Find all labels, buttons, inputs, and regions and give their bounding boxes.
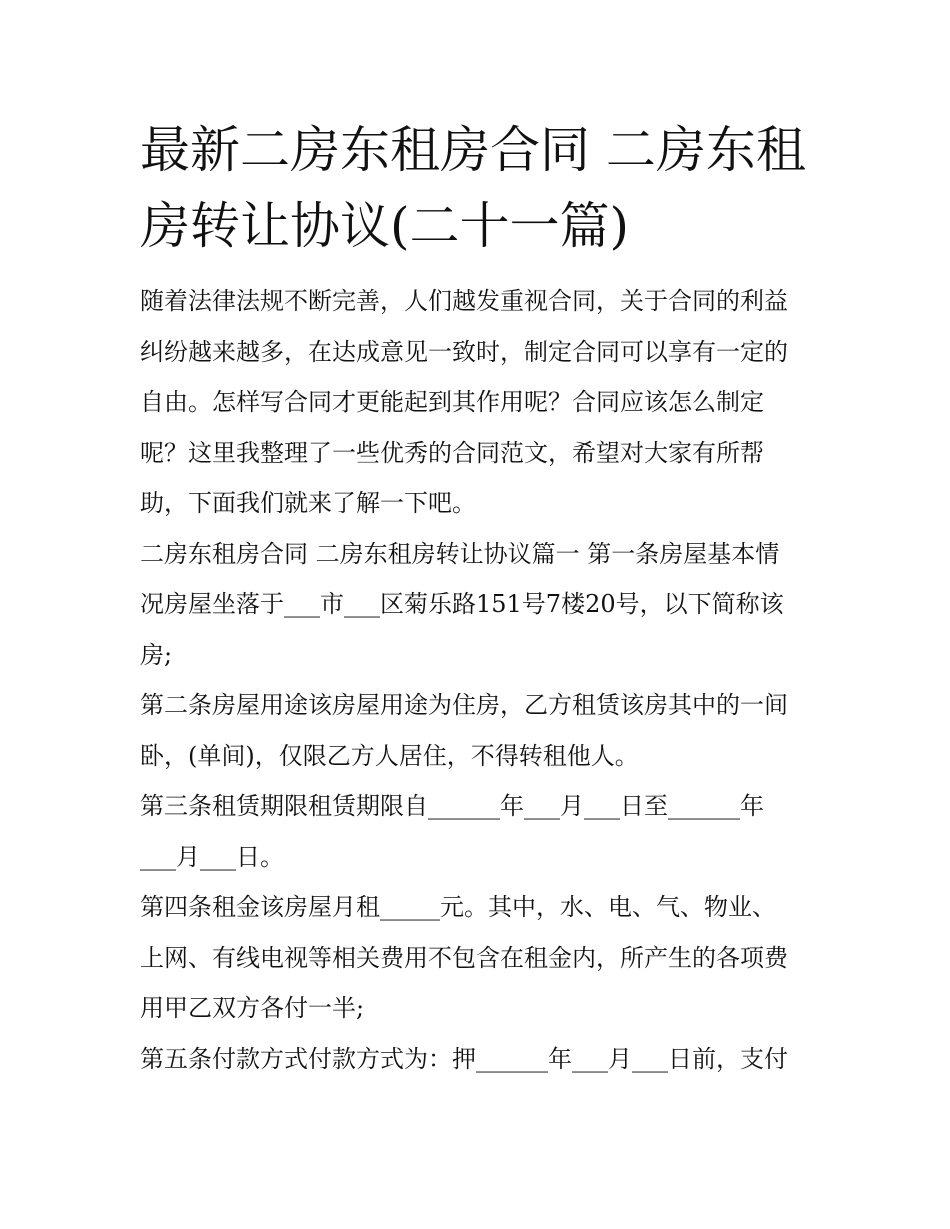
body-line: 第四条租金该房屋月租_____元。其中，水、电、气、物业、 [140,893,776,921]
document-title [140,112,840,264]
title-line: 房转让协议(二十一篇) [140,197,630,255]
document-body [140,276,820,1084]
body-line: 随着法律法规不断完善，人们越发重视合同，关于合同的利益 [140,287,788,315]
body-line: 助，下面我们就来了解一下吧。 [140,489,476,517]
body-line: 纠纷越来越多，在达成意见一致时，制定合同可以享有一定的 [140,337,788,366]
body-line: 第二条房屋用途该房屋用途为住房，乙方租赁该房其中的一间 [140,691,788,719]
body-line: 上网、有线电视等相关费用不包含在租金内，所产生的各项费 [140,943,788,972]
body-line: 第五条付款方式付款方式为：押______年___月___日前，支付 [140,1044,788,1073]
body-line: 二房东租房合同 二房东租房转让协议篇一 第一条房屋基本情 [140,539,780,568]
title-line: 最新二房东租房合同 二房东租 [140,121,806,179]
body-line: 用甲乙双方各付一半; [140,994,365,1022]
body-line: 呢？这里我整理了一些优秀的合同范文，希望对大家有所帮 [140,438,764,467]
body-line: 房; [140,640,173,669]
body-line: 况房屋坐落于___市___区菊乐路151号7楼20号，以下简称该 [140,590,784,618]
body-line: ___月___日。 [140,842,284,871]
body-line: 第三条租赁期限租赁期限自______年___月___日至______年 [140,792,764,820]
body-line: 卧，(单间)，仅限乙方人居住，不得转租他人。 [140,741,639,770]
body-line: 自由。怎样写合同才更能起到其作用呢？合同应该怎么制定 [140,388,764,416]
